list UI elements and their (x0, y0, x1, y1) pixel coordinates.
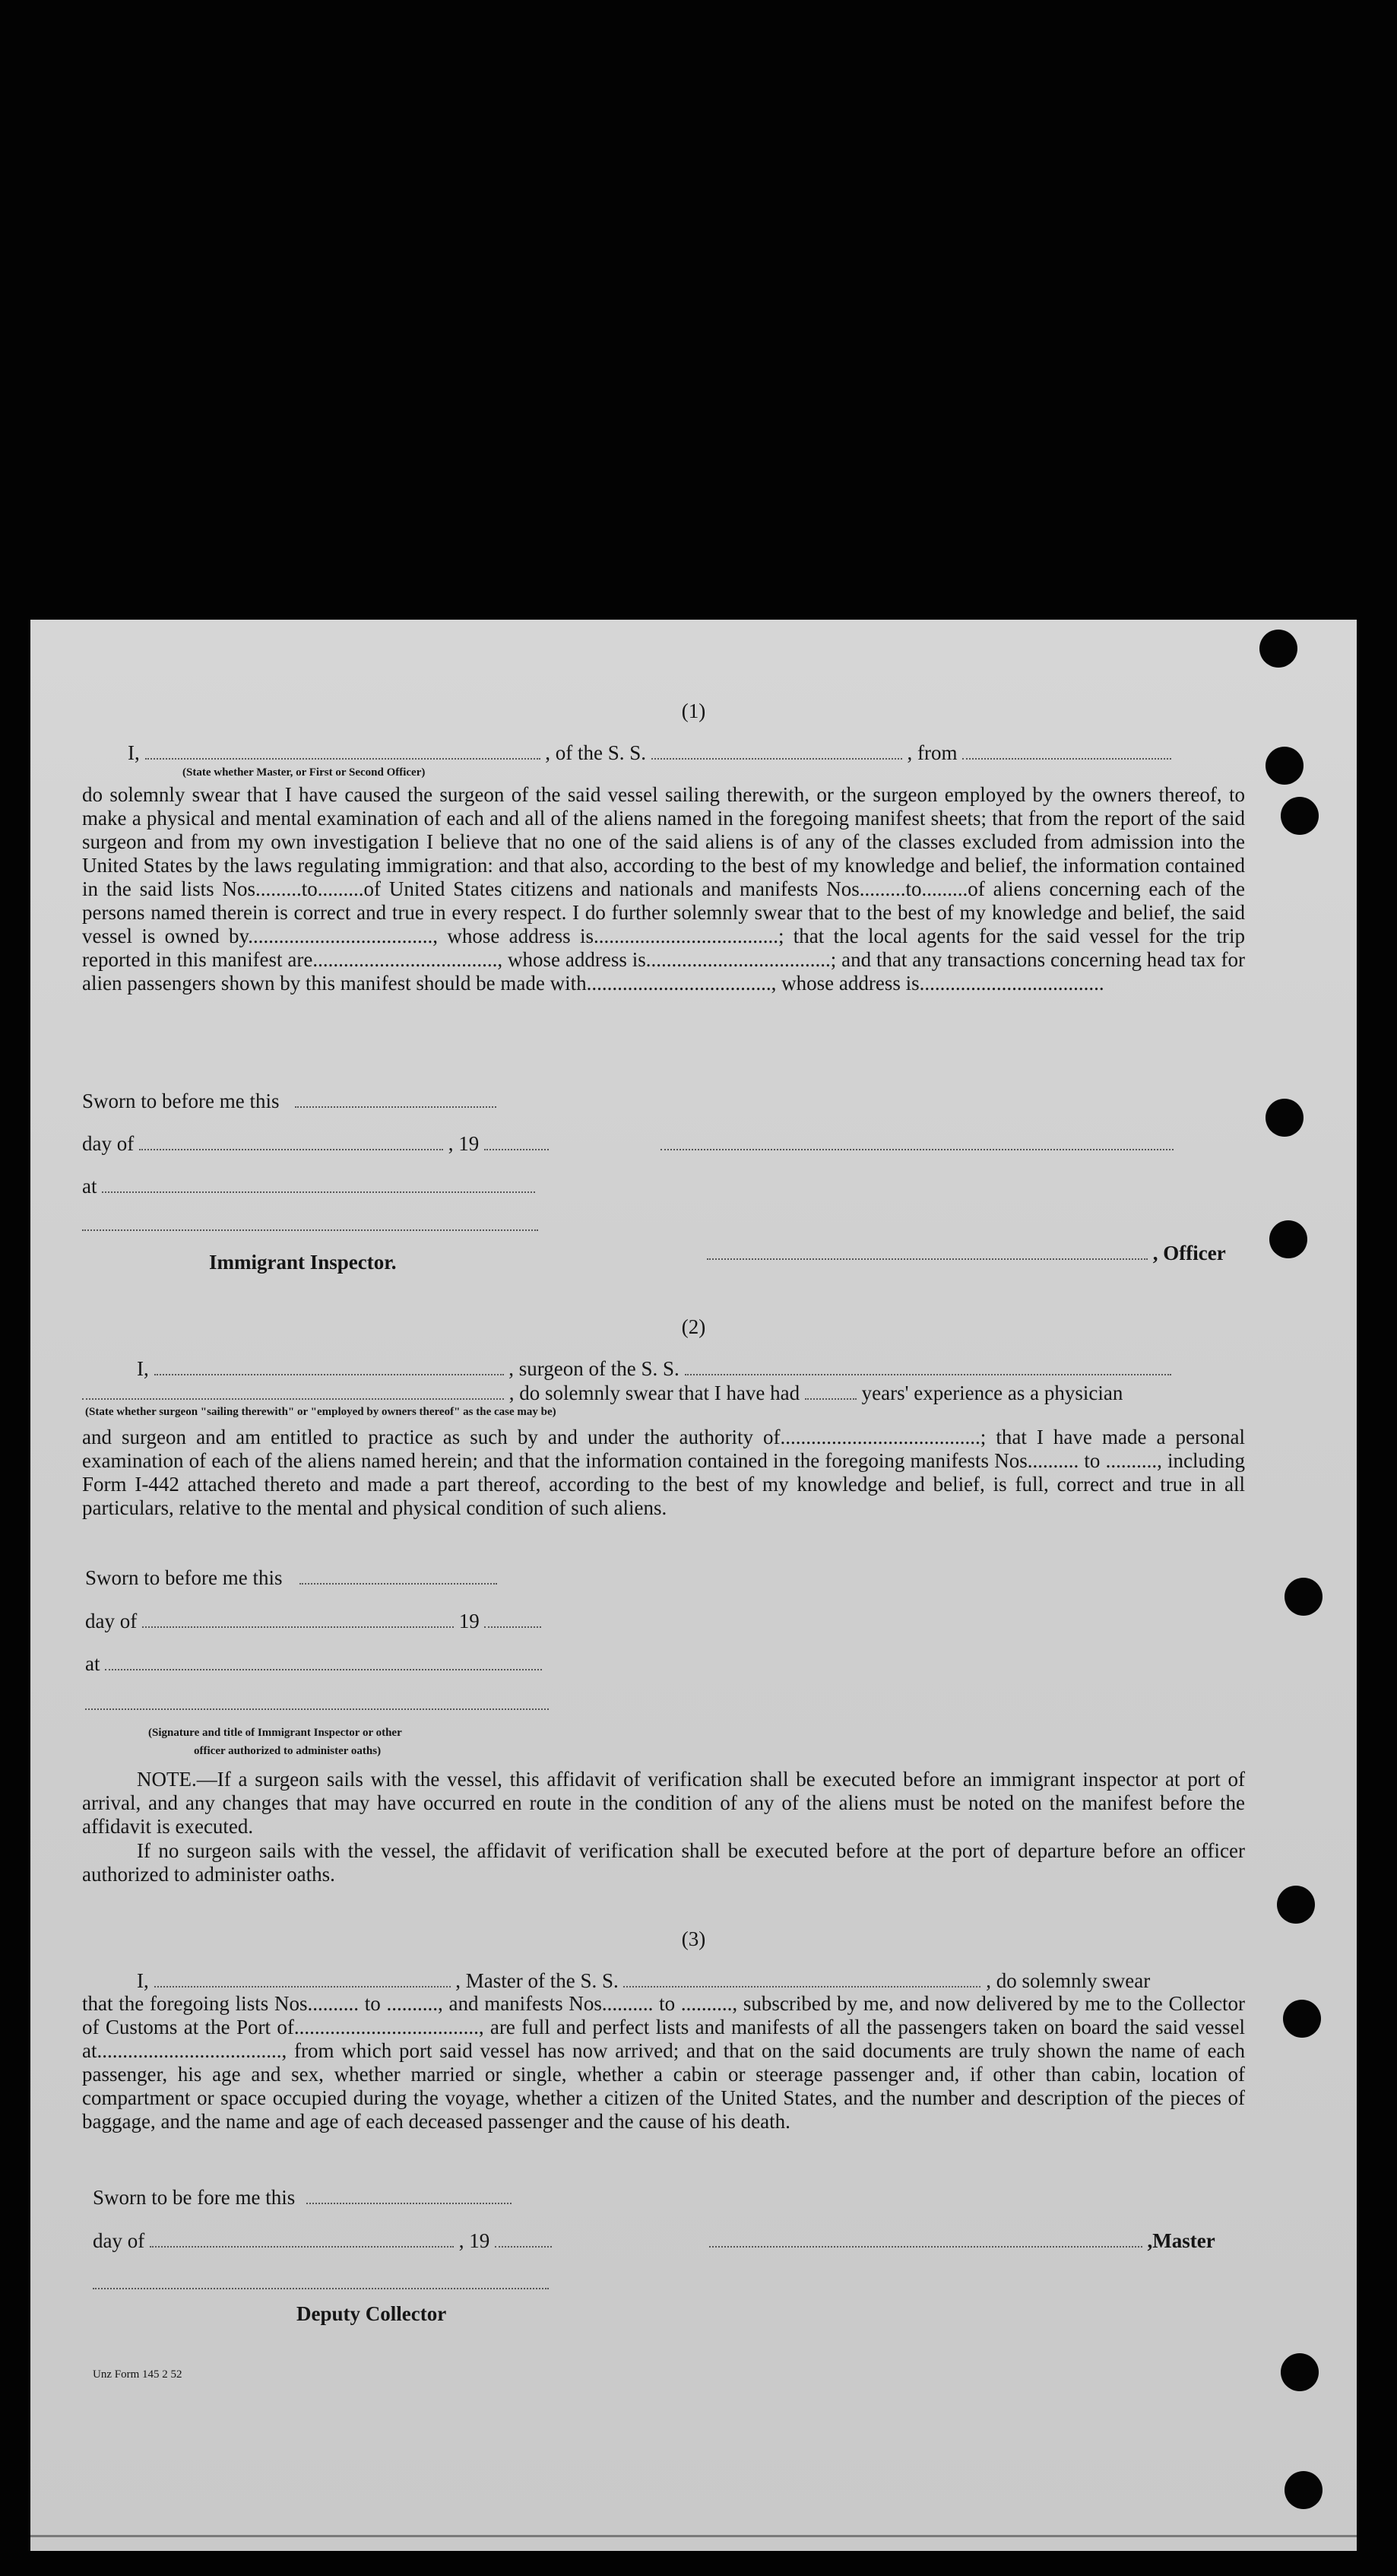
day-line-3: day of , 19 ,Master (93, 2229, 1215, 2252)
section-3-opening: I, , Master of the S. S. , do solemnly swear (137, 1969, 1151, 1992)
collector-blank (93, 2271, 549, 2295)
from-blank (962, 741, 1171, 760)
officer-signature-blank (660, 1132, 1174, 1150)
officer-line: , Officer (707, 1242, 1226, 1265)
section-3-body: that the foregoing lists Nos.......... to .........., and manifests Nos.......... to .........., subscribed by me, and now delivered by me to the Collector of Customs at the Port of...................................., are full and perfect lists and manifests of all the passengers taken on board the said vessel at...................................., from which port said vessel has now arrived; and that on the said documents are truly shown the name of each passenger, his age and sex, whether married or single, whether a cabin or steerage passenger and, if other than cabin, location of compartment or space occupied during the voyage, whether a citizen of the United States, and the number and description of the pieces of baggage, and the name and age of each deceased passenger and the cause of his death. (82, 1992, 1245, 2133)
punch-hole (1281, 797, 1319, 835)
note-paragraph-2: If no surgeon sails with the vessel, the affidavit of verification shall be executed before at the port of departure before an officer authorized to administer oaths. (82, 1839, 1245, 1886)
punch-hole (1266, 1099, 1304, 1137)
at-line-1: at (82, 1175, 535, 1198)
section-2-opening: I, , surgeon of the S. S. (137, 1357, 1171, 1381)
form-sheet (30, 620, 1357, 2551)
sworn-line-1: Sworn to before me this (82, 1090, 496, 1113)
punch-hole (1283, 2000, 1321, 2038)
punch-hole (1277, 1886, 1315, 1924)
section-1-body: do solemnly swear that I have caused the surgeon of the said vessel sailing therewith, or the surgeon employed by the owners thereof, to make a physical and mental examination of each and all of the aliens named in the foregoing manifest sheets; that from the report of the said surgeon and from my own investigation I believe that no one of the said aliens is of any of the classes excluded from admission into the United States by the laws regulating immigration: and that also, according to the best of my knowledge and belief, the information contained in the said lists Nos.........to.........of United States citizens and nationals and manifests Nos.........to.........of aliens concerning each of the persons named therein is correct and true in every respect. I do further solemnly swear that to the best of my knowledge and belief, the said vessel is owned by...................................., whose address is....................................; that the local agents for the said vessel for the trip reported in this manifest are...................................., whose address is....................................; and that any transactions concerning head tax for alien passengers shown by this manifest should be made with...................................., whose address is.................................... (82, 783, 1245, 995)
name-blank (145, 741, 540, 760)
sworn-line-2: Sworn to before me this (85, 1566, 497, 1590)
of-ss-label: , of the S. S. (545, 741, 647, 764)
section-1-opening (128, 741, 1171, 765)
sworn-line-3: Sworn to be fore me this (93, 2186, 512, 2210)
inspector-blank-2 (85, 1692, 549, 1715)
signature-note-2: officer authorized to administer oaths) (194, 1745, 382, 1757)
bottom-edge-line (30, 2535, 1357, 2537)
section-1-number: (1) (681, 700, 706, 722)
punch-hole (1285, 2471, 1323, 2509)
i-label: I, (128, 741, 140, 764)
at-line-2: at (85, 1652, 542, 1676)
day-line-2: day of 19 (85, 1610, 541, 1633)
signature-note-1: (Signature and title of Immigrant Inspector or other (148, 1727, 402, 1739)
state-surgeon-note: (State whether surgeon "sailing therewith" or "employed by owners thereof" as the case may be) (85, 1406, 556, 1418)
immigrant-inspector-label: Immigrant Inspector. (209, 1251, 397, 1274)
section-3-number: (3) (681, 1927, 706, 1950)
punch-hole (1266, 747, 1304, 785)
section-2-body: and surgeon and am entitled to practice as such by and under the authority of.......................................; that I have made a personal examination of each of the aliens named herein; and that the information contained in the foregoing manifests Nos.......... to .........., including Form I-442 attached thereto and made a part thereof, according to the best of my knowledge and belief, is full, correct and true in all particulars, relative to the mental and physical condition of such aliens. (82, 1426, 1245, 1519)
form-number-footer: Unz Form 145 2 52 (93, 2368, 182, 2381)
punch-hole (1259, 630, 1297, 668)
from-label: , from (907, 741, 958, 764)
section-2-number: (2) (681, 1315, 706, 1338)
day-line-1: day of , 19 (82, 1132, 1174, 1156)
note-paragraph-1: NOTE.—If a surgeon sails with the vessel, this affidavit of verification shall be executed before an immigrant inspector at port of arrival, and any changes that may have occurred en route in the condition of any of the aliens must be noted on the manifest before the affidavit is executed. (82, 1768, 1245, 1838)
punch-hole (1285, 1578, 1323, 1616)
punch-hole (1281, 2353, 1319, 2391)
state-officer-note: (State whether Master, or First or Second Officer) (182, 766, 426, 779)
punch-hole (1269, 1220, 1307, 1258)
vessel-blank (651, 741, 902, 760)
master-signature-blank (709, 2229, 1142, 2248)
section-2-swear-line: , do solemnly swear that I have had years' experience as a physician (82, 1382, 1123, 1405)
deputy-collector-label: Deputy Collector (296, 2302, 447, 2325)
inspector-blank-1 (82, 1213, 538, 1236)
